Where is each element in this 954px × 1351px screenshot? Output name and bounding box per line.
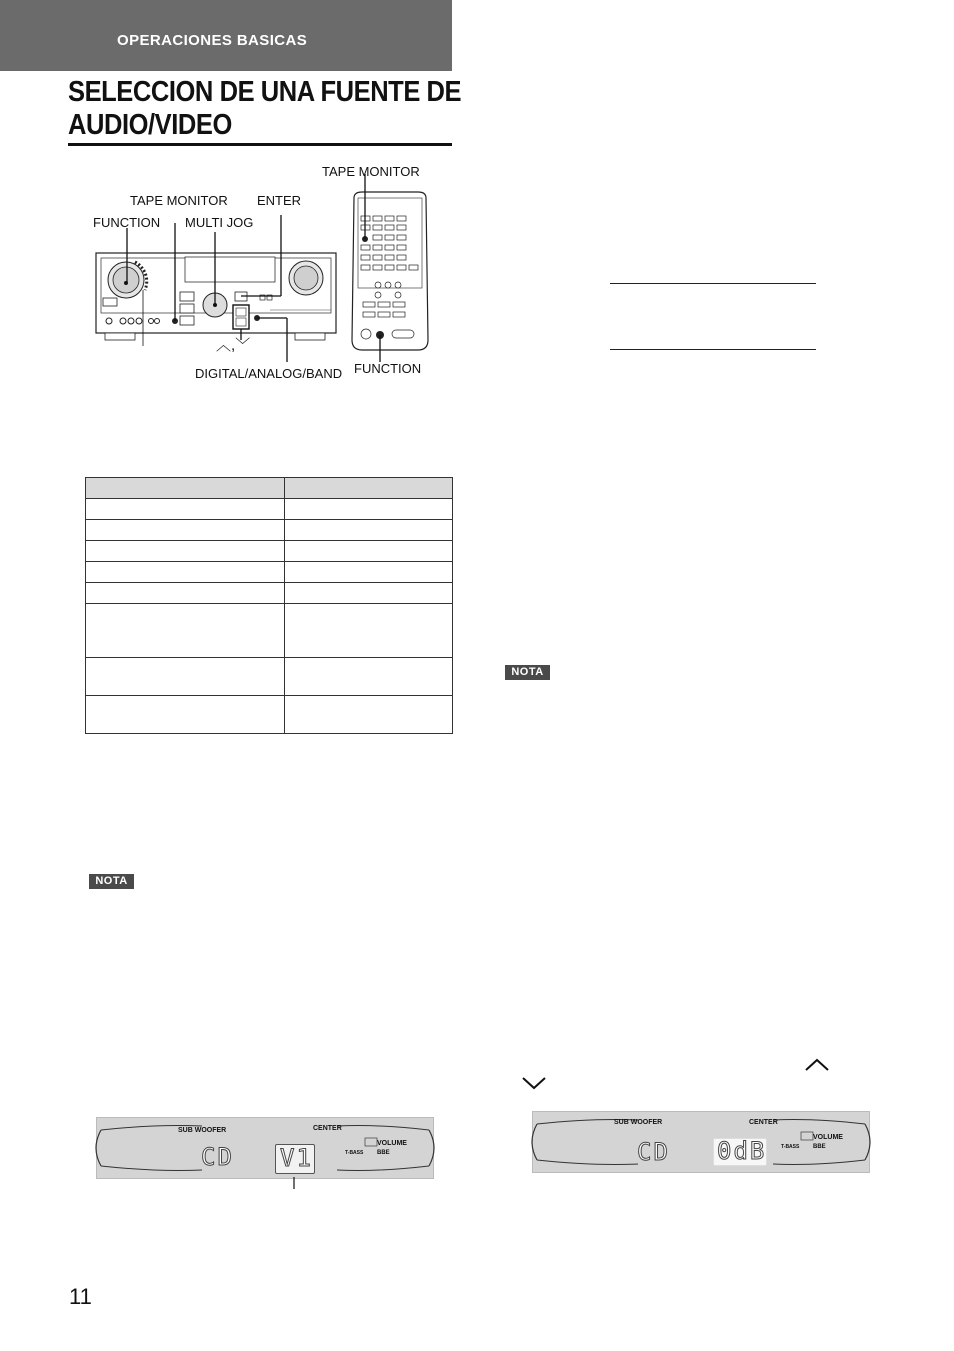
- lcd-value-box: [713, 1138, 767, 1166]
- table-row: [86, 520, 453, 541]
- lcd-bbe-label: BBE: [377, 1150, 390, 1156]
- lcd-tbass-label: T-BASS: [781, 1144, 800, 1150]
- page-title: [68, 76, 462, 142]
- label-enter: ENTER: [257, 193, 302, 208]
- table-header-cell: [86, 478, 285, 499]
- speaker-arcs-left: [97, 1118, 433, 1178]
- table-row: [86, 604, 453, 658]
- table-row: [86, 696, 453, 734]
- right-bottom-rule: [610, 349, 816, 350]
- lcd-value-text: V1: [280, 1144, 313, 1172]
- lcd-left-callout-line: [292, 1177, 296, 1191]
- lcd-volume-label: VOLUME: [377, 1140, 407, 1147]
- title-underline: [68, 143, 452, 146]
- page-title-line2: AUDIO/VIDEO: [68, 109, 232, 141]
- remote-control-illustration: [348, 190, 430, 355]
- section-header-text: OPERACIONES BASICAS: [117, 32, 308, 49]
- lcd-value-text: 0dB: [717, 1137, 767, 1165]
- right-top-rule: [610, 283, 816, 284]
- label-function-remote: FUNCTION: [354, 361, 422, 376]
- section-header-band: [0, 0, 452, 71]
- lcd-volume-label: VOLUME: [813, 1134, 843, 1141]
- lcd-value-box: [275, 1144, 315, 1174]
- up-arrow-icon: [805, 1058, 829, 1072]
- lcd-subwoofer-label: SUB WOOFER: [178, 1127, 227, 1134]
- table-row: [86, 583, 453, 604]
- table-row: [86, 499, 453, 520]
- label-digital-analog-band: DIGITAL/ANALOG/BAND: [195, 366, 343, 381]
- table-header-row: [86, 478, 453, 499]
- label-up-down: ︿,﹀: [216, 337, 251, 354]
- nota-badge-left: NOTA: [89, 874, 134, 889]
- lcd-source-text: CD: [201, 1143, 234, 1171]
- lcd-source-text: CD: [637, 1138, 670, 1166]
- speaker-arcs-right: [533, 1112, 869, 1172]
- lcd-tbass-label: T-BASS: [345, 1150, 364, 1156]
- label-function-main: FUNCTION: [93, 215, 161, 230]
- lcd-bbe-label: BBE: [813, 1144, 826, 1150]
- table-row: [86, 541, 453, 562]
- nota-badge-right: NOTA: [505, 665, 550, 680]
- lcd-display-left: [96, 1117, 434, 1179]
- lcd-display-right: [532, 1111, 870, 1173]
- function-table: [85, 477, 453, 734]
- label-multi-jog: MULTI JOG: [185, 215, 254, 230]
- table-header-cell: [285, 478, 453, 499]
- page-title-line1: SELECCION DE UNA FUENTE DE: [68, 76, 462, 108]
- table-row: [86, 562, 453, 583]
- page-number: 11: [69, 1284, 92, 1309]
- lcd-subwoofer-label: SUB WOOFER: [614, 1119, 663, 1126]
- down-arrow-icon: [522, 1076, 546, 1090]
- receiver-front-panel-illustration: [95, 250, 340, 350]
- lcd-center-label: CENTER: [313, 1125, 342, 1132]
- label-tape-monitor-main: TAPE MONITOR: [130, 193, 228, 208]
- table-row: [86, 658, 453, 696]
- label-tape-monitor-remote: TAPE MONITOR: [322, 164, 420, 179]
- lcd-center-label: CENTER: [749, 1119, 778, 1126]
